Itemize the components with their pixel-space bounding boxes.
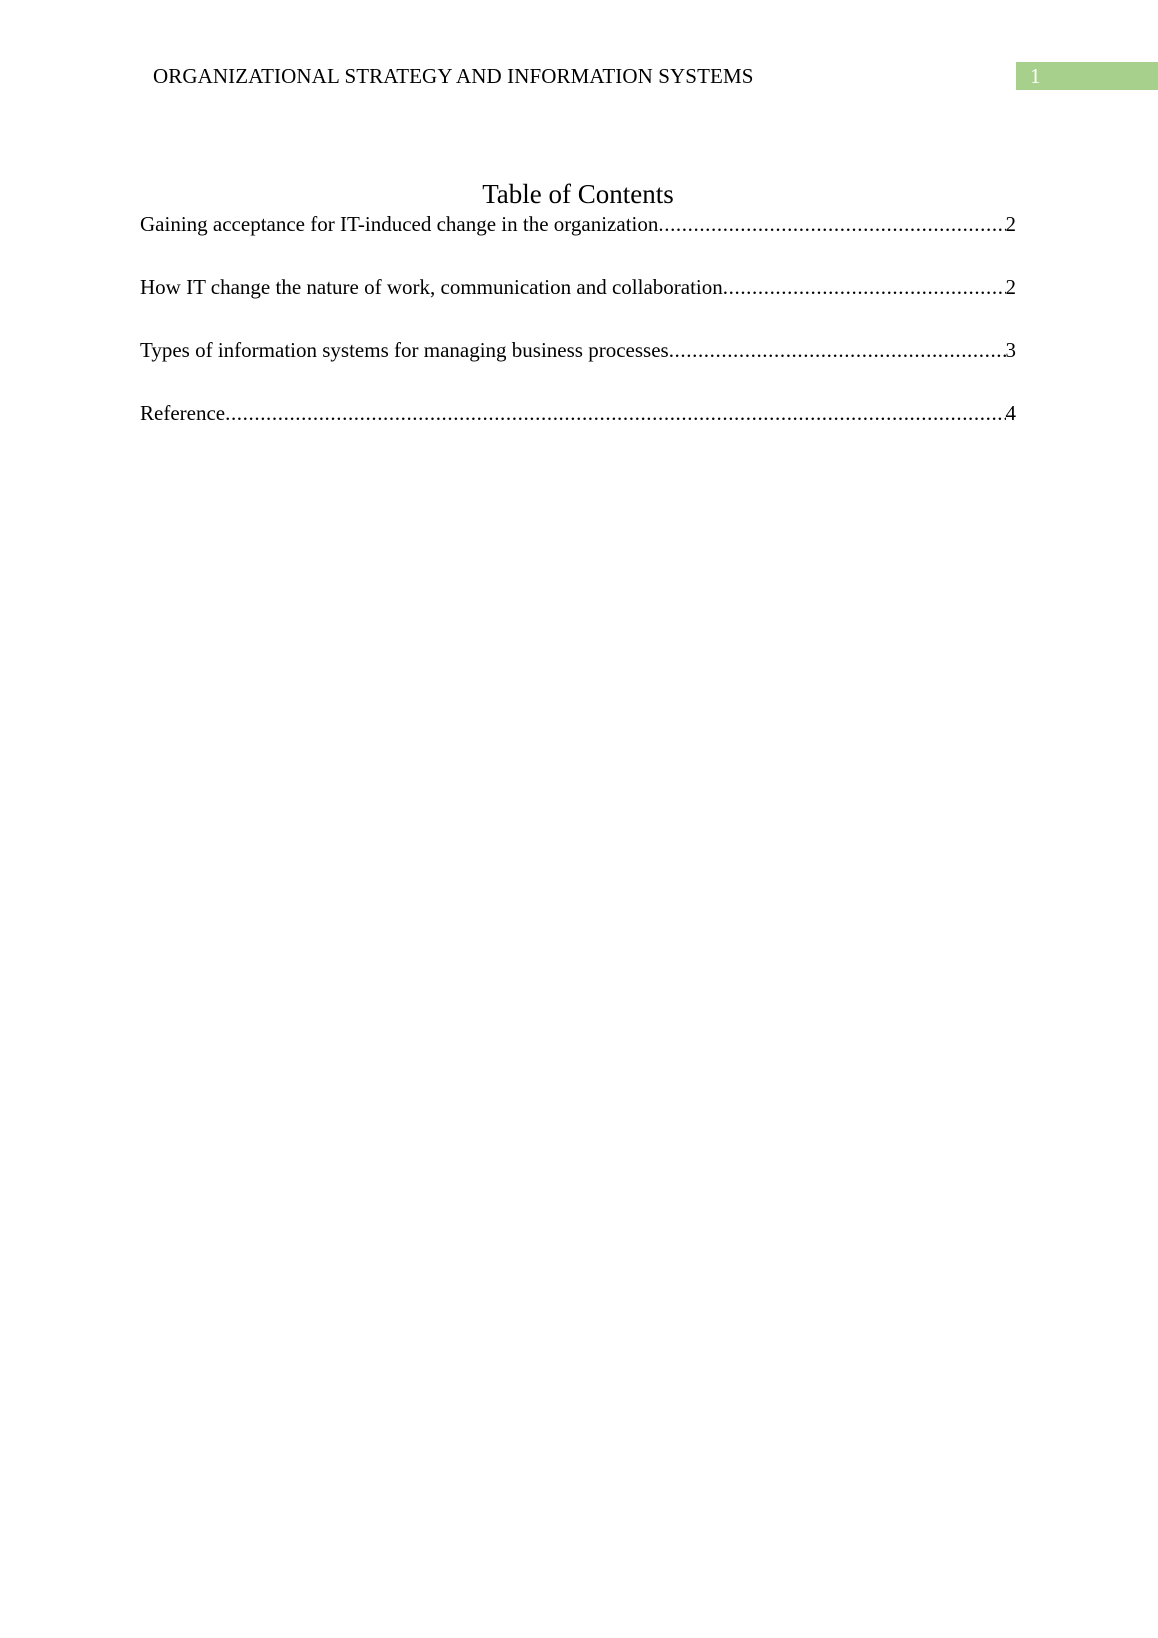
- toc-entry-text: Types of information systems for managing business processes: [140, 338, 669, 362]
- running-head: ORGANIZATIONAL STRATEGY AND INFORMATION SYSTEMS: [153, 64, 754, 88]
- toc-entry-page: 3: [1005, 338, 1016, 362]
- toc-entry-page: 2: [1005, 275, 1016, 299]
- toc-entry-types-of-systems[interactable]: [140, 336, 1016, 364]
- toc-dot-leader: [723, 273, 1006, 301]
- toc-entry-how-it-change[interactable]: [140, 273, 1016, 301]
- toc-entry-text: Reference: [140, 401, 226, 425]
- toc-entry-page: 4: [1005, 401, 1016, 425]
- page-number: 1: [1030, 64, 1041, 88]
- table-of-contents: [140, 176, 1016, 462]
- page-number-badge: [1016, 62, 1158, 90]
- toc-entry-reference[interactable]: [140, 399, 1016, 427]
- toc-entry-text: How IT change the nature of work, communication and collaboration: [140, 275, 723, 299]
- page-header: [0, 62, 1158, 90]
- toc-entry-page: 2: [1005, 212, 1016, 236]
- toc-entry-text: Gaining acceptance for IT-induced change in the organization: [140, 212, 659, 236]
- toc-dot-leader: [658, 210, 1005, 238]
- toc-dot-leader: [669, 336, 1006, 364]
- toc-dot-leader: [225, 399, 1005, 427]
- toc-list: [140, 210, 1016, 427]
- toc-entry-gaining-acceptance[interactable]: [140, 210, 1016, 238]
- toc-title: Table of Contents: [482, 179, 674, 209]
